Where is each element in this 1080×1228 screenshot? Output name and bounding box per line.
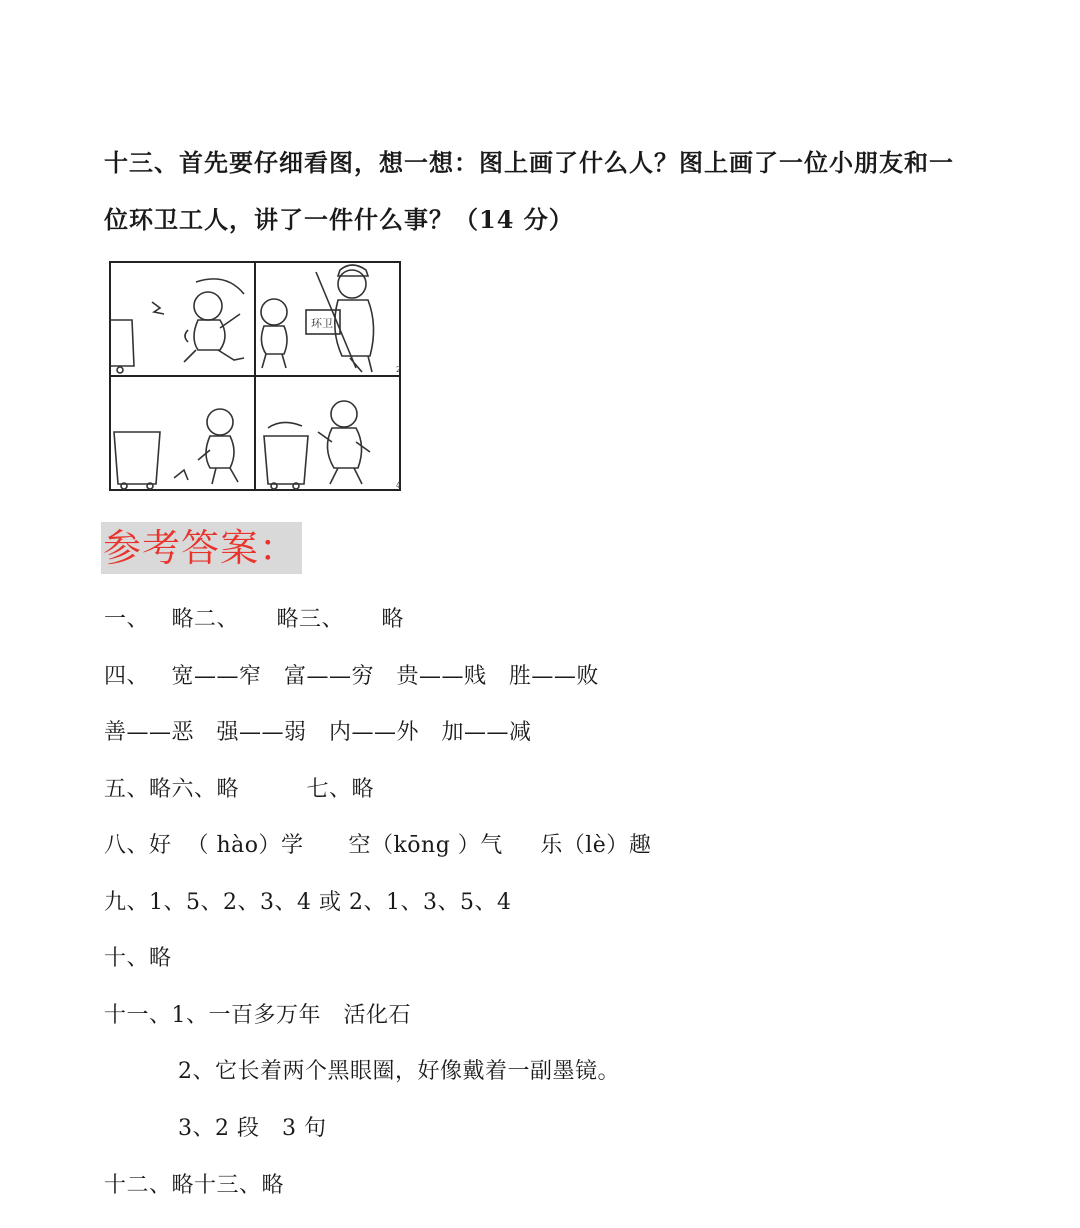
answer-key-title: 参考答案： [101,522,302,574]
answer-line-1: 一、 略二、 略三、 略 [104,607,404,632]
comic-strip-image [106,258,406,496]
answer-line-5: 八、好 （ hào）学 空（kōng ）气 乐（lè）趣 [104,833,652,858]
answer-line-6: 九、1、5、2、3、4 或 2、1、3、5、4 [104,890,512,915]
answer-line-7: 十、略 [104,946,172,971]
answer-line-8: 十一、1、一百多万年 活化石 [104,1003,411,1028]
answer-line-9: 2、它长着两个黑眼圈，好像戴着一副墨镜。 [178,1059,620,1084]
panel-number-2: 2 [396,365,402,374]
comic-panel-4 [264,401,401,490]
answer-line-10: 3、2 段 3 句 [178,1116,327,1141]
comic-panel-3 [114,409,238,489]
answer-line-2: 四、 宽——窄 富——穷 贵——贱 胜——败 [104,664,599,689]
answer-line-4: 五、略六、略 七、略 [104,777,374,802]
question-line-2: 位环卫工人，讲了一件什么事？（14 分） [104,205,574,234]
answer-line-3: 善——恶 强——弱 内——外 加——减 [104,720,532,745]
answer-line-11: 十二、略十三、略 [104,1173,285,1198]
question-line-1: 十三、首先要仔细看图，想一想：图上画了什么人？图上画了一位小朋友和一 [104,148,954,177]
panel-number-4: 4 [396,481,402,490]
comic-panel-1 [110,279,244,373]
sanitation-sign-text: 环卫 [311,317,333,330]
